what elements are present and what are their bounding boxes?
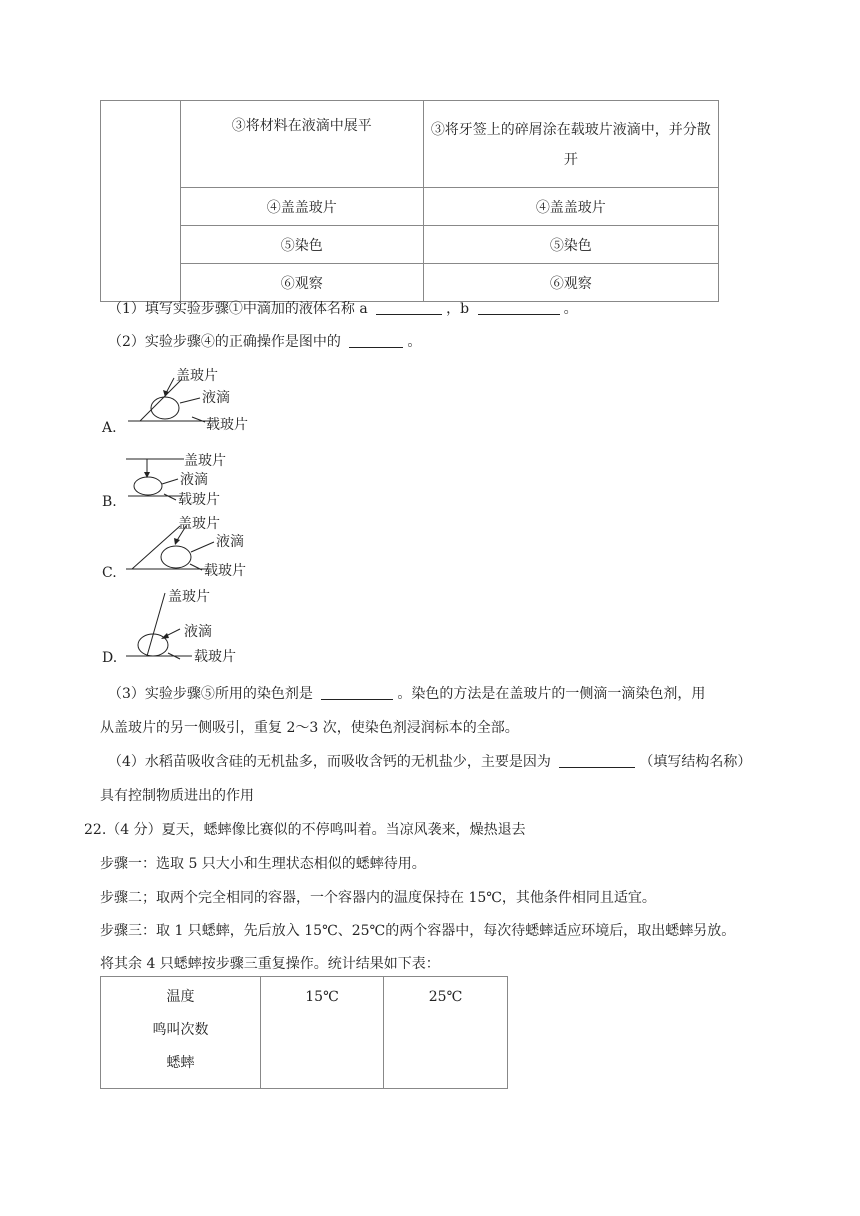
option-c-diagram xyxy=(120,512,260,580)
slide-label: 载玻片 xyxy=(178,492,220,508)
cover-slip-label: 盖玻片 xyxy=(184,453,226,469)
answer-blank[interactable] xyxy=(349,333,403,348)
table-row xyxy=(101,188,719,226)
question-22-title: 22.（4 分）夏天，蟋蟀像比赛似的不停鸣叫着。当凉风袭来，燥热退去 xyxy=(84,822,526,838)
table-cell: ④盖盖玻片 xyxy=(180,188,423,226)
slide-label: 载玻片 xyxy=(206,417,248,433)
table-row xyxy=(101,977,508,1089)
option-d-letter[interactable]: D. xyxy=(102,650,118,666)
droplet-label: 液滴 xyxy=(216,534,244,550)
slide-label: 载玻片 xyxy=(194,649,236,665)
table-row xyxy=(101,101,719,188)
cover-slip-label: 盖玻片 xyxy=(178,516,220,532)
question-2: （2）实验步骤④的正确操作是图中的 。 xyxy=(108,334,422,350)
table-cell: ⑤染色 xyxy=(180,226,423,264)
question-1: （1）填写实验步骤①中滴加的液体名称 a ，b 。 xyxy=(108,301,578,317)
question-4: （4）水稻苗吸收含硅的无机盐多，而吸收含钙的无机盐少，主要是因为 （填写结构名称） xyxy=(108,754,752,770)
option-a-diagram xyxy=(120,362,260,434)
result-table xyxy=(100,976,508,1089)
question-4-line2: 具有控制物质进出的作用 xyxy=(100,788,254,804)
table-row xyxy=(101,264,719,302)
option-a-letter[interactable]: A. xyxy=(102,420,117,436)
option-b-diagram xyxy=(120,448,260,510)
question-3: （3）实验步骤⑤所用的染色剂是 。染色的方法是在盖玻片的一侧滴一滴染色剂，用 xyxy=(108,686,706,702)
table-header-cell: 15℃ xyxy=(261,977,384,1089)
cover-slip-label: 盖玻片 xyxy=(176,368,218,384)
question-22-step4: 将其余 4 只蟋蟀按步骤三重复操作。统计结果如下表： xyxy=(100,956,440,972)
question-22-step2: 步骤二；取两个完全相同的容器，一个容器内的温度保持在 15℃，其他条件相同且适宜。 xyxy=(100,890,656,906)
table-cell: ⑤染色 xyxy=(423,226,718,264)
droplet-label: 液滴 xyxy=(180,472,208,488)
table-cell: ③将牙签上的碎屑涂在载玻片液滴中，并分散开 xyxy=(423,101,718,188)
table-cell: ⑥观察 xyxy=(423,264,718,302)
table-cell: ③将材料在液滴中展平 xyxy=(180,101,423,188)
table-cell: ④盖盖玻片 xyxy=(423,188,718,226)
answer-blank-b[interactable] xyxy=(478,300,560,315)
table-header-cell: 25℃ xyxy=(384,977,508,1089)
steps-table xyxy=(100,100,719,302)
slide-label: 载玻片 xyxy=(204,563,246,579)
droplet-label: 液滴 xyxy=(202,390,230,406)
answer-blank[interactable] xyxy=(559,753,635,768)
answer-blank-a[interactable] xyxy=(376,300,442,315)
table-header-cell: 温度 鸣叫次数 蟋蟀 xyxy=(101,977,261,1089)
question-3-line2: 从盖玻片的另一侧吸引，重复 2～3 次，使染色剂浸润标本的全部。 xyxy=(100,720,519,736)
option-d-diagram xyxy=(120,585,260,665)
option-c-letter[interactable]: C. xyxy=(102,565,117,581)
cover-slip-label: 盖玻片 xyxy=(168,589,210,605)
table-cell-empty xyxy=(101,101,181,302)
option-b-letter[interactable]: B. xyxy=(102,494,117,510)
answer-blank[interactable] xyxy=(321,685,393,700)
table-row xyxy=(101,226,719,264)
table-cell: ⑥观察 xyxy=(180,264,423,302)
question-22-step3: 步骤三：取 1 只蟋蟀，先后放入 15℃、25℃的两个容器中，每次待蟋蟀适应环境后，取出蟋蟀另放。 xyxy=(100,923,736,939)
droplet-label: 液滴 xyxy=(184,624,212,640)
question-22-step1: 步骤一：选取 5 只大小和生理状态相似的蟋蟀待用。 xyxy=(100,856,426,872)
